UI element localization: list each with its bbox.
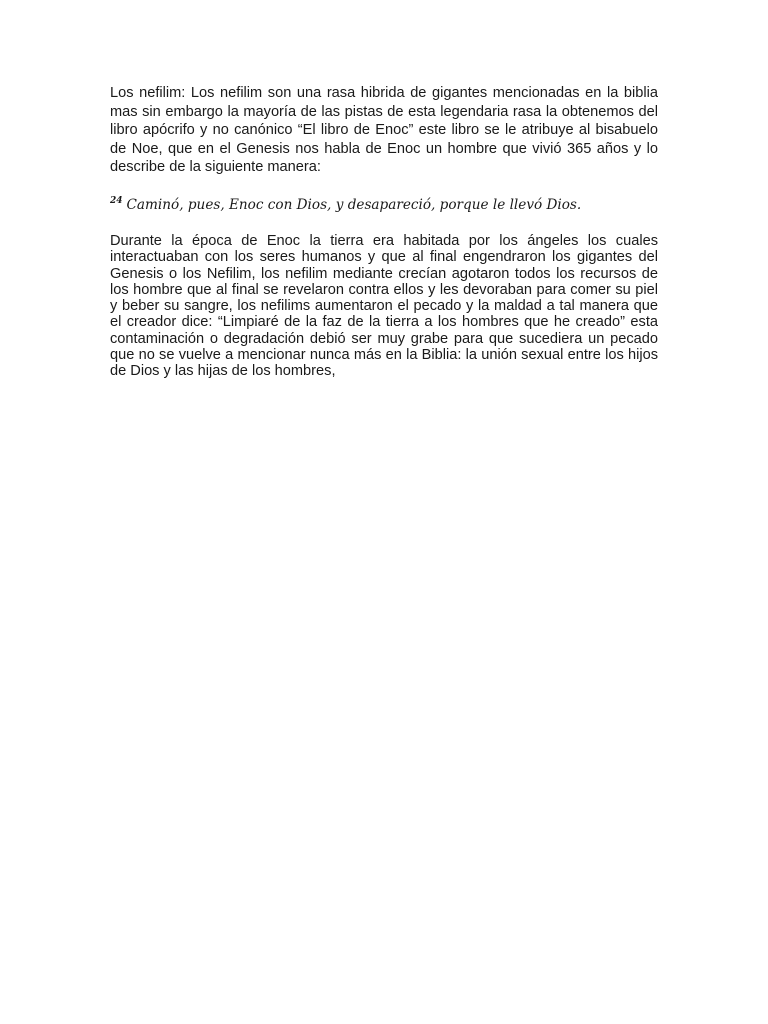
verse-number: 24 <box>110 196 123 207</box>
document-page <box>110 84 658 380</box>
paragraph-intro: Los nefilim: Los nefilim son una rasa hibrida de gigantes mencionadas en la biblia mas sin embargo la mayoría de las pistas de esta legendaria rasa la obtenemos del libro apócrifo y no canónico “El libro de Enoc” este libro se le atribuye al bisabuelo de Noe, que en el Genesis nos habla de Enoc un hombre que vivió 365 años y lo describe de la siguiente manera: <box>110 85 658 176</box>
verse-text: Caminó, pues, Enoc con Dios, y desapareció, porque le llevó Dios. <box>126 196 582 213</box>
bible-verse <box>110 196 658 214</box>
paragraph-enoch-era: Durante la época de Enoc la tierra era habitada por los ángeles los cuales interactuaban con los seres humanos y que al final engendraron los gigantes del Genesis o los Nefilim, los nefilim mediante crecían agotaron todos los recursos de los hombre que al final se revelaron contra ellos y les devoraban para comer su piel y beber su sangre, los nefilims aumentaron el pecado y la maldad a tal manera que el creador dice: “Limpiaré de la faz de la tierra a los hombres que he creado” esta contaminación o degradación debió ser muy grabe para que sucediera un pecado que no se vuelve a mencionar nunca más en la Biblia: la unión sexual entre los hijos de Dios y las hijas de los hombres, <box>110 232 658 380</box>
